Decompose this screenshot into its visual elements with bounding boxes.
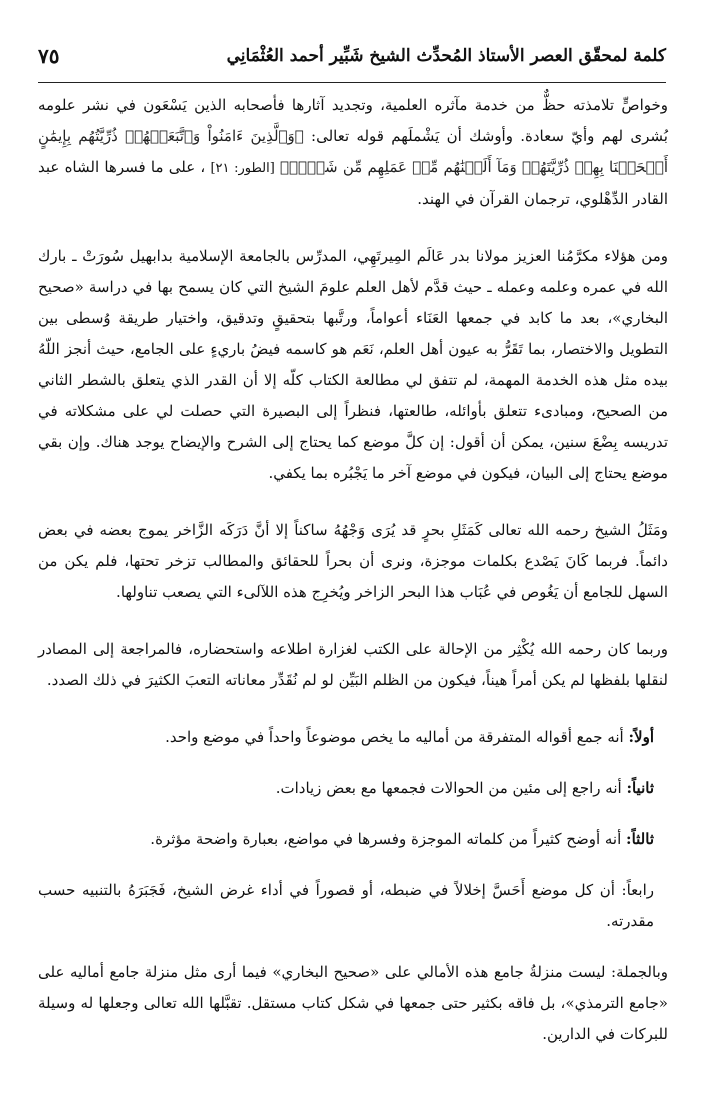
paragraph-1-text: وخواصٍّ تلامذته حظٌّ من خدمة مآثره العلمية، وتجديد آثارها فأصحابه الذين يَسْعَون في نشر علومه بُشرى لهم وأيّ سعادة. وأوشك أن يَشْملَهم قوله تعالى: [38, 96, 668, 145]
point-first-text: أنه جمع أقواله المتفرقة من أماليه ما يخص موضوعاً واحداً في موضع واحد. [165, 728, 629, 746]
point-second-text: أنه راجع إلى مئين من الحوالات فجمعها مع بعض زيادات. [275, 779, 627, 797]
point-second-label: ثانياً: [626, 779, 654, 797]
body-text [38, 90, 668, 1076]
running-title: كلمة لمحقّق العصر الأستاذ المُحدِّث الشيخ شَبِّير أحمد العُثْمَانِي [226, 46, 666, 66]
paragraph-3: ومَثَلُ الشيخ رحمه الله تعالى كَمَثَلِ بحرٍ قد يُرَى وَجْهُهُ ساكناً إلا أنَّ دَرَكَه الزَّاخر يموج بعضه في بعض دائماً. فربما كَانَ يَصْدع بكلمات موجزة، ونرى أن بحراً للحقائق والمطالب تزخر تحتها، فلم يكن من السهل للجامع أن يَغُوص في عُبَاب هذا البحر الزاخر ويُخرِج هذه اللآلىء التي يصعب تناولها. [38, 521, 668, 601]
paragraph-2: ومن هؤلاء مكرَّمُنا العزيز مولانا بدر عَالَم المِيرتَهِي، المدرِّس بالجامعة الإسلامية بدابهيل سُورَتْ ـ بارك الله في عمره وعلمه وعمله ـ حيث قدَّم لأهل العلم علومَ الشيخ التي كان يسمح بها في دراسة «صحيح البخاري»، بعد ما كابد في جمعها العَنَاء أعواماً، ورتَّبها بتحقيقٍ وتدقيق، واختيار طريقة وُسطى بين التطويل والاختصار، بما تَقَرُّ به عيون أهل العلم، نَعَم هو كاسمه فيضُ باريءٍ على الجامع، حيث أنجز اللّهُ بيده مثل هذه الخدمة المهمة، لم تتفق لي مطالعة الكتاب كلّه إلا أن القدر الذي يتعلق بالشطر الثاني من الصحيح، ومبادىء تتعلق بأوائله، طالعتها، فنظراً إلى البصيرة التي حصلت لي على مشكلاته في تدريسه بِضْعَ سنين، يمكن أن أقول: إن كلَّ موضع كما يحتاج إلى الشرح والإيضاح يوجد هناك. وإن بقي موضع يحتاج إلى البيان، فيكون في موضع آخر ما يَجْبُره بما يكفي. [38, 247, 668, 482]
paragraph-1 [38, 90, 668, 215]
point-second [38, 773, 668, 804]
point-third-text: أنه أوضح كثيراً من كلماته الموجزة وفسرها في مواضع، بعبارة واضحة مؤثرة. [150, 830, 627, 848]
paragraph-4: وربما كان رحمه الله يُكْثِر من الإحالة على الكتب لغزارة اطلاعه واستحضاره، فالمراجعة إلى المصادر لنقلها بلفظها لم يكن أمراً هيناً، فيكون من الظلم البَيِّن لو لم نُقَدِّر معاناته التعبَ الكثيرَ في ذلك الصدد. [38, 640, 668, 689]
point-fourth-label: رابعاً: [621, 881, 654, 899]
point-first-label: أولاً: [628, 728, 654, 746]
page-number: ٧٥ [38, 44, 60, 68]
page-header [38, 38, 666, 83]
point-fourth [38, 875, 668, 937]
point-first [38, 722, 668, 753]
point-third [38, 824, 668, 855]
verse-reference: [الطور: ٢١] [210, 161, 275, 176]
point-third-label: ثالثاً: [626, 830, 654, 848]
point-fourth-text: أن كل موضع أَحَسَّ إخلالاً في ضبطه، أو قصوراً في أداء غرض الشيخ، فَجَبَرَهُ بالتنبيه حسب مقدرته. [38, 881, 654, 930]
paragraph-1-end: ، على ما فسرها الشاه عبد القادر الدِّهْلوي، ترجمان القرآن في الهند. [38, 158, 668, 208]
paragraph-conclusion: وبالجملة: ليست منزلةُ جامع هذه الأمالي على «صحيح البخاري» فيما أرى مثل منزلة جامع أماليه على «جامع الترمذي»، بل فاقه بكثير حتى جمعها في شكل كتاب مستقل. تقبَّلها الله تعالى وجعلها له وسيلة للبركات في الدارين. [38, 963, 668, 1043]
quran-verse: ﴿وَٱلَّذِينَ ءَامَنُواْ وَٱتَّبَعَتۡهُمۡ ذُرِّيَّتُهُم بِإِيمَٰنٍ أَلۡحَقۡنَا بِهِمۡ ذُرِّيَّتَهُمۡ وَمَآ أَلَتۡنَٰهُم مِّنۡ عَمَلِهِم مِّن شَيۡءٖ﴾ [38, 127, 668, 176]
